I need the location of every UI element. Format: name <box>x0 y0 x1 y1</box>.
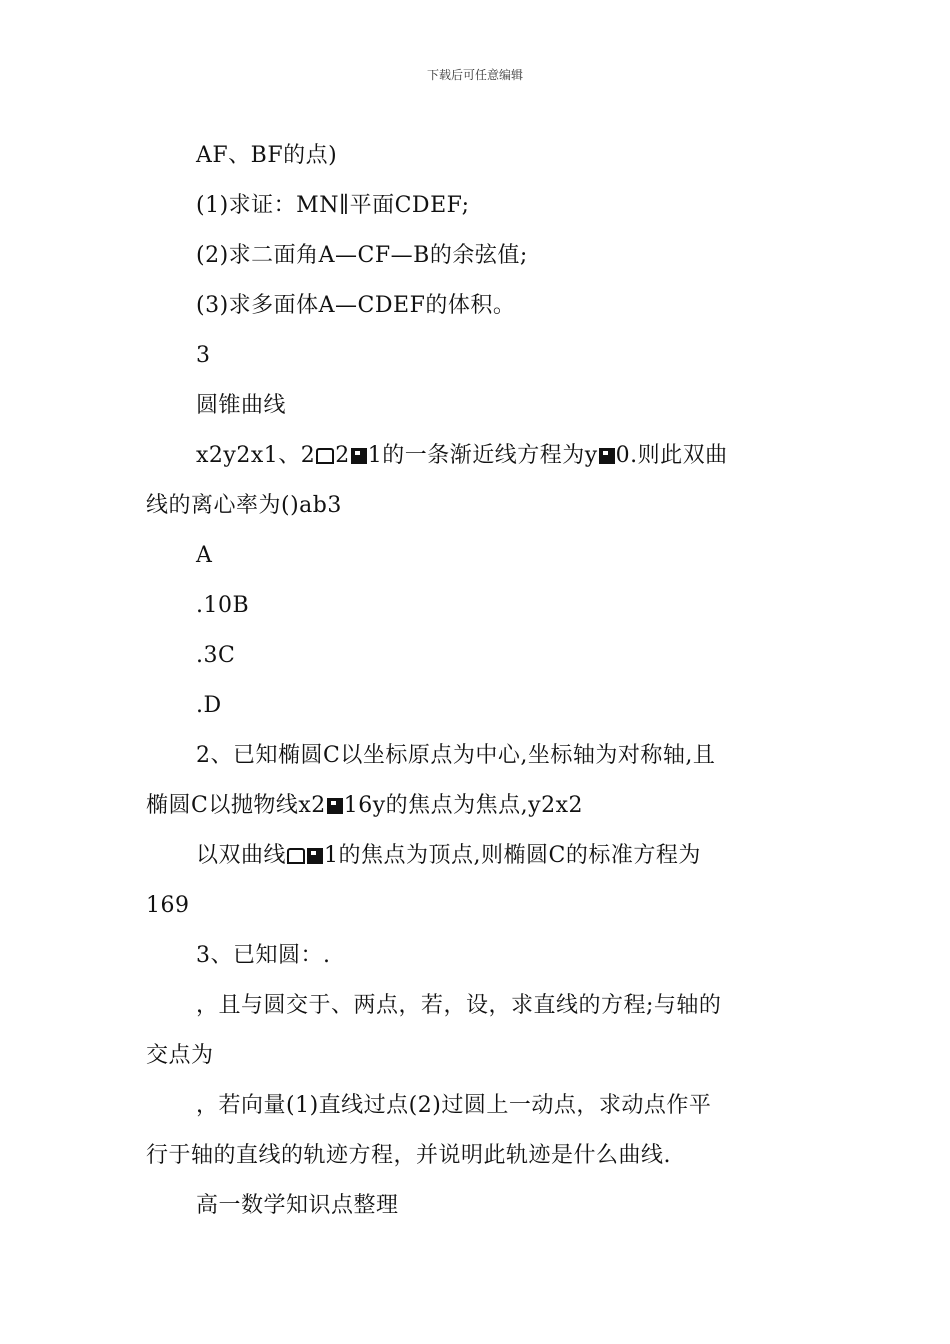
document-body <box>146 131 808 1231</box>
text-line: (1)求证：MN∥平面CDEF; <box>196 193 470 218</box>
missing-glyph-icon <box>599 448 615 464</box>
text-line: 169 <box>146 893 190 918</box>
text-line: AF、BF的点) <box>196 143 338 168</box>
missing-glyph-icon <box>307 848 323 864</box>
section-heading: 圆锥曲线 <box>196 393 287 418</box>
text-fragment: 0.则此双曲 <box>615 443 728 468</box>
section-heading: 高一数学知识点整理 <box>196 1193 399 1218</box>
text-line <box>146 831 808 881</box>
text-line: ，若向量(1)直线过点(2)过圆上一动点，求动点作平 <box>196 1093 712 1118</box>
option-label: .D <box>196 693 222 718</box>
text-line: 3、已知圆：. <box>196 943 331 968</box>
missing-glyph-icon <box>351 448 367 464</box>
option-label: .3C <box>196 643 236 668</box>
text-line: 交点为 <box>146 1043 214 1068</box>
text-line <box>146 781 808 831</box>
text-fragment: 以双曲线 <box>196 843 287 868</box>
text-line: 线的离心率为()ab3 <box>146 493 342 518</box>
text-fragment: x2y2x1、2 <box>196 443 316 468</box>
text-line: (3)求多面体A—CDEF的体积。 <box>196 293 516 318</box>
text-line: 2、已知椭圆C以坐标原点为中心,坐标轴为对称轴,且 <box>196 743 716 768</box>
text-fragment: 2 <box>335 443 350 468</box>
option-label: .10B <box>196 593 250 618</box>
text-fragment: 16y的焦点为焦点,y2x2 <box>343 793 583 818</box>
text-line: (2)求二面角A—CF—B的余弦值; <box>196 243 528 268</box>
text-line: 3 <box>196 343 211 368</box>
text-fragment: 椭圆C以抛物线x2 <box>146 793 326 818</box>
page-header: 下载后可任意编辑 <box>426 68 523 82</box>
missing-glyph-icon <box>287 848 305 864</box>
text-fragment: 1的焦点为顶点,则椭圆C的标准方程为 <box>324 843 701 868</box>
text-line: ，且与圆交于、两点，若，设，求直线的方程;与轴的 <box>196 993 722 1018</box>
text-fragment: 1的一条渐近线方程为y <box>367 443 598 468</box>
missing-glyph-icon <box>316 448 334 464</box>
missing-glyph-icon <box>327 798 343 814</box>
text-line <box>146 431 808 481</box>
text-line: 行于轴的直线的轨迹方程，并说明此轨迹是什么曲线. <box>146 1143 671 1168</box>
option-label: A <box>196 543 213 568</box>
